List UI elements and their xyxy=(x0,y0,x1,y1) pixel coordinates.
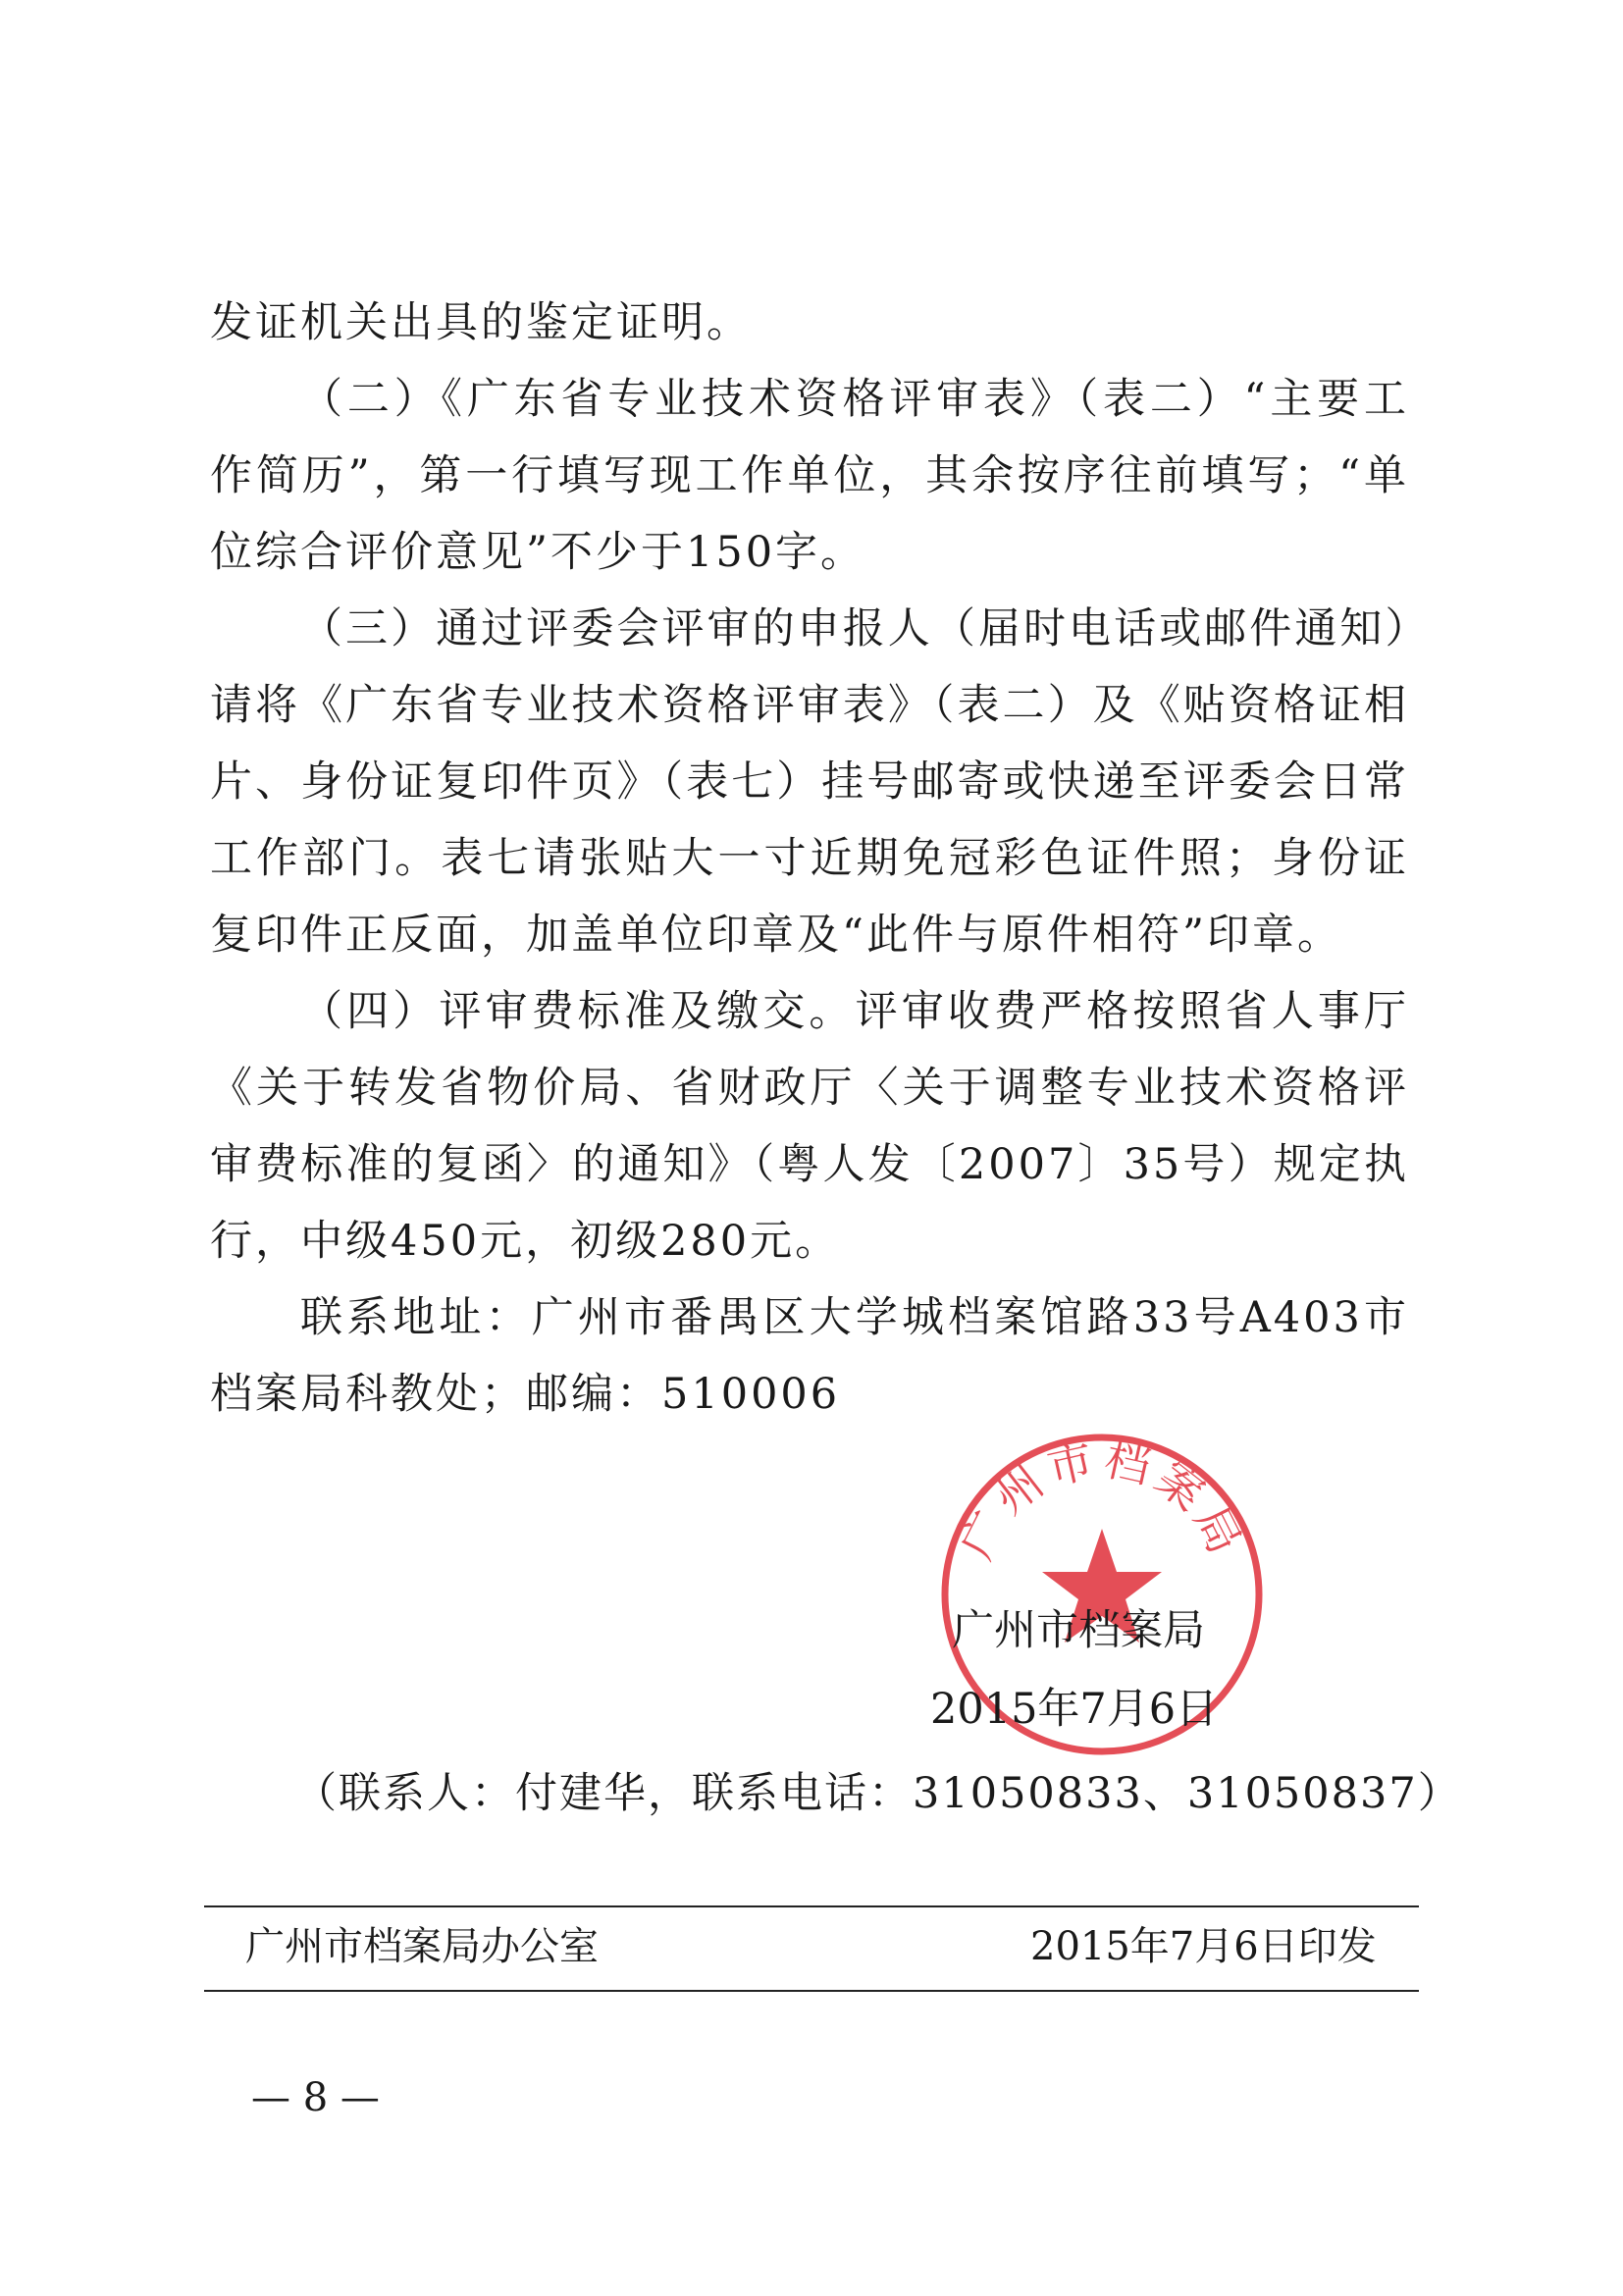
paragraph-item-4: （四）评审费标准及缴交。评审收费严格按照省人事厅《关于转发省物价局、省财政厅〈关于调整专业技术资格评审费标准的复函〉的通知》（粤人发〔2007〕35号）规定执行，中级450元，初级280元。 xyxy=(210,987,1409,1266)
paragraph-continued: 发证机关出具的鉴定证明。 xyxy=(210,298,752,347)
paragraph-address: 联系地址：广州市番禺区大学城档案馆路33号A403市档案局科教处；邮编：510006 xyxy=(210,1293,1409,1419)
paragraph-item-2: （二）《广东省专业技术资格评审表》（表二）“主要工作简历”，第一行填写现工作单位，其余按序往前填写；“单位综合评价意见”不少于150字。 xyxy=(210,375,1409,577)
seal-text: 广州市档案局 xyxy=(949,1432,1255,1568)
footer-office: 广州市档案局办公室 xyxy=(245,1924,599,1969)
issuer-name: 广州市档案局 xyxy=(952,1606,1205,1655)
footer-printed-date: 2015年7月6日印发 xyxy=(1030,1924,1377,1969)
contact-line: （联系人：付建华，联系电话：31050833、31050837） xyxy=(294,1769,1462,1818)
footer-bottom-rule xyxy=(204,1990,1419,1992)
page-number: — 8 — xyxy=(251,2075,380,2120)
paragraph-item-3: （三）通过评委会评审的申报人（届时电话或邮件通知）请将《广东省专业技术资格评审表》（表二）及《贴资格证相片、身份证复印件页》（表七）挂号邮寄或快递至评委会日常工作部门。表七请张贴大一寸近期免冠彩色证件照；身份证复印件正反面，加盖单位印章及“此件与原件相符”印章。 xyxy=(210,604,1409,960)
footer-top-rule xyxy=(204,1905,1419,1907)
body-text xyxy=(210,285,1409,1433)
issue-date: 2015年7月6日 xyxy=(930,1685,1219,1734)
